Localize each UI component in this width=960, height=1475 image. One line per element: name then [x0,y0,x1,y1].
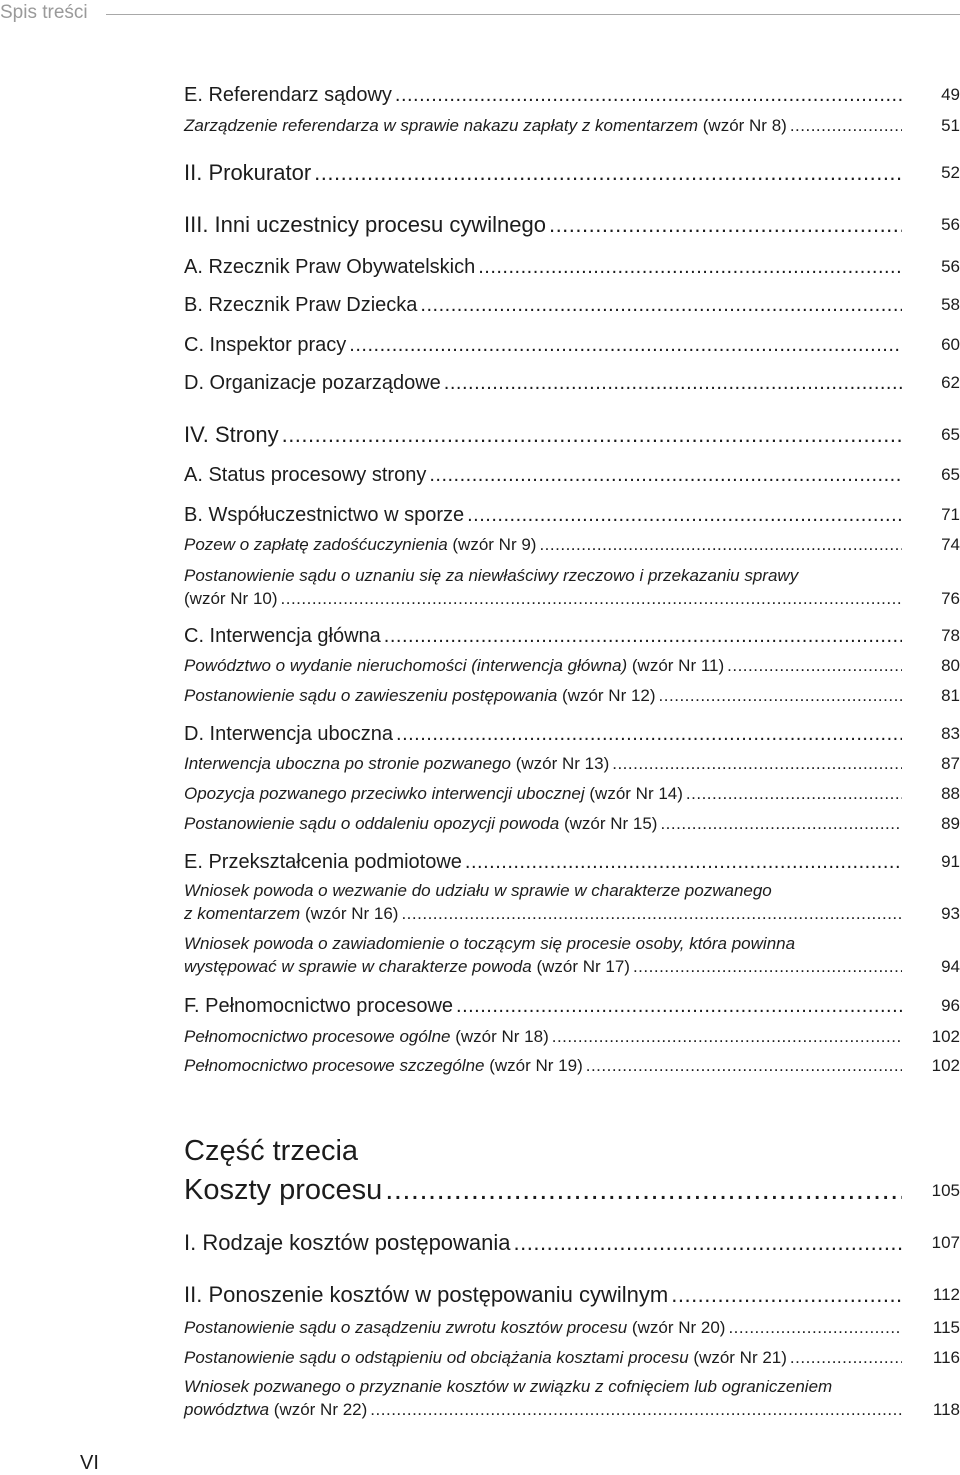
dot-leader [790,114,902,137]
toc-title-italic-part: Wniosek pozwanego o przyznanie kosztów w związku z cofnięciem lub ograniczeniem [184,1377,833,1396]
toc-entry-title [184,879,772,902]
toc-page-number: 76 [941,589,960,608]
toc-title-italic-part: Postanowienie sądu o oddaleniu opozycji powoda [184,814,564,833]
toc-entry[interactable] [184,623,960,649]
toc-entry[interactable] [184,82,960,108]
toc-page-number: 87 [941,754,960,773]
dot-leader [465,849,902,875]
toc-entry[interactable] [184,654,960,677]
toc-title-part: (wzór Nr 12) [562,686,656,705]
dot-leader [552,1025,902,1048]
toc-page-number: 89 [941,814,960,833]
dot-leader [456,993,902,1019]
toc-entry[interactable] [184,684,960,707]
toc-entry[interactable] [184,1280,960,1310]
toc-entry[interactable] [184,1133,960,1170]
toc-entry[interactable] [184,210,960,240]
toc-title-italic-part: Postanowienie sądu o zawieszeniu postępowania [184,686,563,705]
toc-entry-title [184,932,795,955]
toc-page-number: 116 [932,1348,960,1367]
toc-page-number: 81 [941,686,960,705]
dot-leader [549,210,902,240]
toc-entry[interactable] [184,993,960,1019]
dot-leader [395,82,902,108]
toc-title-part: (wzór Nr 8) [702,116,787,135]
toc-title-part: F. Pełnomocnictwo procesowe [184,995,454,1017]
toc-entry[interactable] [184,1316,960,1339]
toc-page-number: 80 [941,656,960,675]
toc-entry-title [184,752,609,775]
toc-entry-title [184,370,441,396]
toc-title-part: A. Status procesowy strony [184,464,427,486]
toc-title-italic-part: Wniosek powoda o wezwanie do udziału w sprawie w charakterze pozwanego [184,881,772,900]
toc-page-number: 74 [941,535,960,554]
toc-title-part: (wzór Nr 14) [589,784,683,803]
toc-page-number: 102 [931,1056,960,1075]
toc-title-part: (wzór Nr 21) [693,1348,787,1367]
toc-page-number: 65 [941,425,960,444]
dot-leader [385,1172,902,1209]
toc-entry-title [184,993,453,1019]
toc-title-italic-part: z komentarzem [184,904,305,923]
toc-entry-title [184,1316,725,1339]
toc-entry[interactable] [184,1054,960,1077]
dot-leader [282,420,902,450]
toc-entry-title [184,332,346,358]
toc-entry-title [184,587,278,610]
toc-title-italic-part: Postanowienie sądu o zasądzeniu zwrotu kosztów procesu [184,1318,632,1337]
toc-entry[interactable] [184,1025,960,1048]
toc-entry-title [184,849,462,875]
toc-entry[interactable] [184,420,960,450]
toc-entry-title [184,1280,668,1310]
dot-leader [612,752,902,775]
toc-entry[interactable] [184,502,960,528]
toc-entry[interactable] [184,292,960,318]
toc-entry-title [184,420,279,450]
dot-leader [790,1346,902,1369]
toc-page-number: 115 [932,1318,960,1337]
toc-title-part: C. Interwencja główna [184,625,381,647]
toc-title-part: D. Organizacje pozarządowe [184,372,441,394]
toc-title-part: (wzór Nr 20) [631,1318,726,1337]
toc-title-part: (wzór Nr 11) [631,656,725,675]
toc-title-italic-part: występować w sprawie w charakterze powoda [184,957,537,976]
dot-leader [396,721,902,747]
toc-title-part: E. Referendarz sądowy [184,84,392,106]
toc-title-part: (wzór Nr 13) [515,754,610,773]
toc-entry[interactable] [184,812,960,835]
toc-page-number: 60 [941,335,960,354]
toc-entry-title [184,1228,511,1258]
toc-title-part: C. Inspektor pracy [184,334,347,356]
toc-entry-title [184,1398,367,1421]
toc-entry-title [184,502,464,528]
toc-page-number: 102 [931,1027,960,1046]
toc-entry[interactable] [184,1375,960,1421]
toc-page-number: 105 [931,1181,960,1200]
dot-leader [671,1280,902,1310]
toc-title-part: II. Ponoszenie kosztów w postępowaniu cywilnym [184,1282,669,1307]
toc-entry-title [184,1133,358,1170]
toc-page-number: 56 [941,257,960,276]
toc-page-number: 91 [941,852,960,871]
toc-page-number: 118 [932,1400,960,1419]
toc-entry-title [184,564,798,587]
toc-title-part: B. Rzecznik Praw Dziecka [184,294,418,316]
toc-entry-title [184,654,724,677]
toc-entry-title [184,292,417,318]
toc-entry-title [184,533,536,556]
dot-leader [514,1228,902,1258]
toc-entry-title [184,812,657,835]
toc-entry[interactable] [184,158,960,188]
toc-entry-title [184,721,393,747]
dot-leader [281,587,902,610]
dot-leader [444,370,902,396]
toc-title-italic-part: Zarządzenie referendarza w sprawie nakazu zapłaty z komentarzem [184,116,703,135]
toc-title-part: (wzór Nr 15) [563,814,658,833]
toc-title-italic-part: Pozew o zapłatę zadośćuczynienia [184,535,453,554]
dot-leader [429,462,902,488]
toc-entry-title [184,782,683,805]
toc-page-number: 107 [931,1233,960,1252]
toc-page-number: 65 [941,465,960,484]
toc-title-italic-part: powództwa [184,1400,274,1419]
dot-leader [686,782,902,805]
toc-page-number: 94 [941,957,960,976]
toc-entry[interactable] [184,332,960,358]
toc-title-italic-part: Postanowienie sądu o uznaniu się za niewłaściwy rzeczowo i przekazaniu sprawy [184,566,799,585]
toc-entry-title [184,902,398,925]
toc-page-number: 56 [941,215,960,234]
toc-page-number: 58 [941,295,960,314]
dot-leader [314,158,902,188]
toc-title-part: II. Prokurator [184,160,312,185]
toc-entry-title [184,955,630,978]
toc-entry[interactable] [184,782,960,805]
dot-leader [384,623,902,649]
toc-title-part: Część trzecia [184,1135,359,1167]
toc-page-number: 112 [932,1285,960,1304]
toc-entry[interactable] [184,849,960,875]
toc-title-part: IV. Strony [184,422,279,447]
toc-entry[interactable] [184,564,960,610]
dot-leader [420,292,902,318]
toc-title-part: D. Interwencja uboczna [184,723,394,745]
toc-page-number: 93 [941,904,960,923]
toc-title-italic-part: Powództwo o wydanie nieruchomości (interwencja główna) [184,656,632,675]
dot-leader [370,1398,902,1421]
toc-title-italic-part: Interwencja uboczna po stronie pozwanego [184,754,516,773]
dot-leader [659,684,902,707]
toc-entry[interactable] [184,879,960,925]
toc-title-part: A. Rzecznik Praw Obywatelskich [184,256,476,278]
toc-title-part: Koszty procesu [184,1174,383,1206]
toc-entry[interactable] [184,721,960,747]
toc-entry[interactable] [184,114,960,137]
dot-leader [467,502,902,528]
toc-page-number: 49 [941,85,960,104]
toc-page-number: 96 [941,996,960,1015]
dot-leader [539,533,902,556]
toc-title-part: (wzór Nr 10) [184,589,278,608]
toc-entry-title [184,462,426,488]
toc-entry-title [184,684,656,707]
toc-entry-title [184,1346,787,1369]
toc-entry-title [184,254,475,280]
toc-entry-title [184,1054,583,1077]
toc-entry-title [184,158,311,188]
toc-title-part: (wzór Nr 19) [489,1056,583,1075]
toc-page-number: 83 [941,724,960,743]
dot-leader [633,955,902,978]
toc-entry[interactable] [184,1172,960,1209]
running-header-label: Spis treści [0,2,88,23]
dot-leader [586,1054,902,1077]
toc-title-part: (wzór Nr 16) [304,904,399,923]
toc-page-number: 52 [941,163,960,182]
toc-entry-title [184,623,381,649]
toc-entry[interactable] [184,932,960,978]
toc-entry[interactable] [184,462,960,488]
toc-title-part: (wzór Nr 17) [536,957,630,976]
dot-leader [660,812,902,835]
toc-entry-title [184,1375,832,1398]
toc-entry[interactable] [184,370,960,396]
dot-leader [349,332,902,358]
toc-entry[interactable] [184,254,960,280]
toc-page-number: 71 [941,505,960,524]
toc-entry[interactable] [184,1346,960,1369]
toc-entry-title [184,1172,382,1209]
toc-entry[interactable] [184,1228,960,1258]
toc-title-italic-part: Opozycja pozwanego przeciwko interwencji ubocznej [184,784,590,803]
dot-leader [401,902,902,925]
toc-entry[interactable] [184,533,960,556]
toc-title-part: I. Rodzaje kosztów postępowania [184,1230,511,1255]
toc-title-part: E. Przekształcenia podmiotowe [184,851,462,873]
toc-entry-title [184,114,787,137]
toc-title-part: (wzór Nr 18) [455,1027,549,1046]
toc-page-number: 51 [941,116,960,135]
dot-leader [727,654,902,677]
page-number: VI [80,1452,99,1474]
toc-entry-title [184,82,392,108]
toc-entry-title [184,1025,549,1048]
toc-entry[interactable] [184,752,960,775]
toc-title-part: B. Współuczestnictwo w sporze [184,504,465,526]
dot-leader [478,254,902,280]
toc-page-number: 88 [941,784,960,803]
toc-title-italic-part: Pełnomocnictwo procesowe szczególne [184,1056,490,1075]
toc-title-part: (wzór Nr 22) [273,1400,368,1419]
toc-title-italic-part: Postanowienie sądu o odstąpieniu od obciążania kosztami procesu [184,1348,694,1367]
toc-title-italic-part: Pełnomocnictwo procesowe ogólne [184,1027,456,1046]
toc-title-part: III. Inni uczestnicy procesu cywilnego [184,212,546,237]
toc-title-part: (wzór Nr 9) [452,535,537,554]
toc-title-italic-part: Wniosek powoda o zawiadomienie o toczącym się procesie osoby, która powinna [184,934,796,953]
toc-entry-title [184,210,546,240]
toc-page-number: 78 [941,626,960,645]
dot-leader [728,1316,902,1339]
toc-page-number: 62 [941,373,960,392]
